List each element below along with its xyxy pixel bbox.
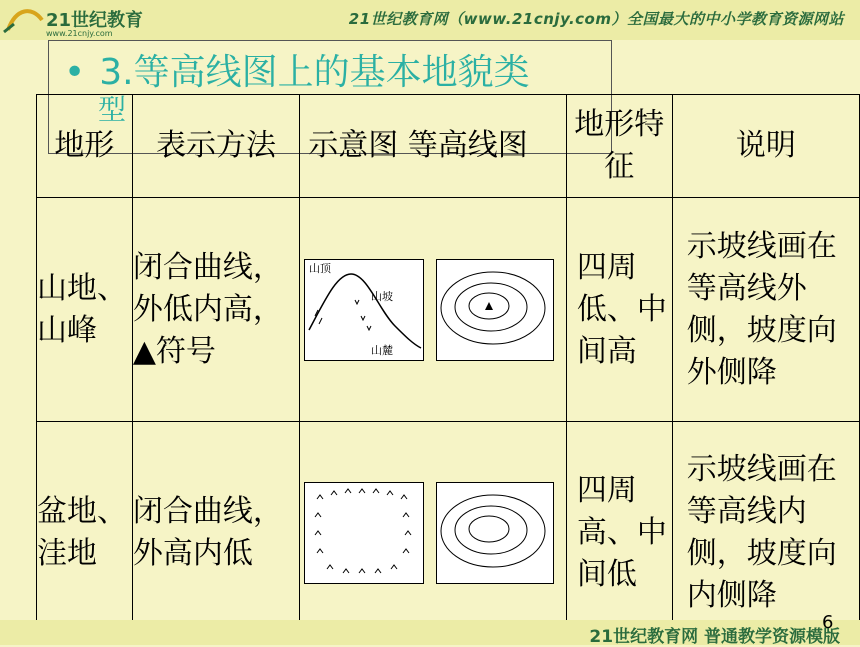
basin-sketch-icon bbox=[304, 482, 424, 584]
site-logo bbox=[2, 2, 152, 38]
peak-contour-icon bbox=[436, 259, 554, 361]
svg-text:21世纪教育: 21世纪教育 bbox=[46, 10, 144, 31]
title-line2: 型 bbox=[98, 93, 127, 126]
feature-cell: 四周高、中间低 bbox=[566, 422, 672, 645]
title-line1: 3.等高线图上的基本地貌类 bbox=[99, 52, 530, 93]
terrain-cell: 盆地、洼地 bbox=[37, 422, 133, 645]
header-terrain: 地形 bbox=[37, 95, 133, 198]
header-method: 表示方法 bbox=[132, 95, 299, 198]
header-diagram: 示意图 等高线图 bbox=[300, 95, 567, 198]
banner-text: 21世纪教育网（www.21cnjy.com）全国最大的中小学教育资源网站 bbox=[348, 10, 844, 28]
diagram-cell bbox=[300, 422, 567, 645]
slide-title bbox=[64, 44, 530, 95]
sketch-label-slope: 山坡 bbox=[371, 289, 394, 303]
diagram-cell bbox=[300, 198, 567, 422]
sketch-label-foot: 山麓 bbox=[371, 343, 394, 357]
page-number: 6 bbox=[822, 612, 834, 633]
note-cell: 示坡线画在等高线外侧，坡度向外侧降 bbox=[672, 198, 859, 422]
note-cell: 示坡线画在等高线内侧，坡度向内侧降 bbox=[672, 422, 859, 645]
method-cell: 闭合曲线，外低内高，▲符号 bbox=[132, 198, 299, 422]
table-row bbox=[37, 198, 860, 422]
header-feature: 地形特征 bbox=[566, 95, 672, 198]
method-cell: 闭合曲线，外高内低 bbox=[132, 422, 299, 645]
basin-contour-icon bbox=[436, 482, 554, 584]
landform-table bbox=[36, 94, 860, 645]
feature-cell: 四周低、中间高 bbox=[566, 198, 672, 422]
sketch-label-peak: 山顶 bbox=[309, 261, 332, 275]
header-note: 说明 bbox=[672, 95, 859, 198]
footer-text: 21世纪教育网 普通教学资源模版 bbox=[589, 627, 840, 647]
terrain-cell: 山地、山峰 bbox=[37, 198, 133, 422]
table-row bbox=[37, 422, 860, 645]
mountain-sketch-icon bbox=[304, 259, 424, 361]
title-bullet: • bbox=[64, 52, 86, 93]
svg-text:www.21cnjy.com: www.21cnjy.com bbox=[46, 29, 113, 38]
table-header-row bbox=[37, 95, 860, 198]
